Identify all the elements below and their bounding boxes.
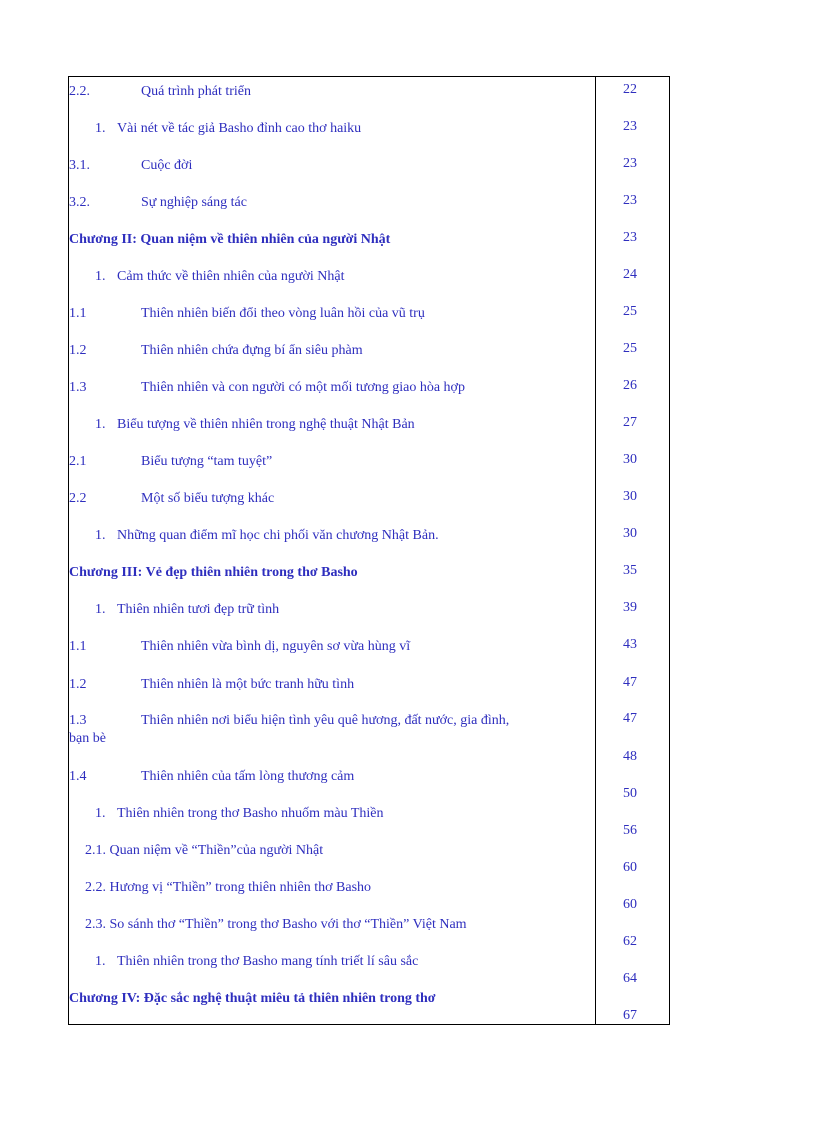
entry-number: 1. <box>95 269 106 284</box>
toc-entry <box>69 153 669 177</box>
page-number: 56 <box>623 823 637 838</box>
toc-entry <box>69 486 669 510</box>
page-number: 24 <box>623 267 637 282</box>
entry-number: 1.1 <box>69 306 87 321</box>
page-number: 67 <box>623 1008 637 1023</box>
entry-label: 2.3. So sánh thơ “Thiền” trong thơ Basho với thơ “Thiền” Việt Nam <box>85 917 467 932</box>
table-of-contents <box>68 76 670 1025</box>
toc-entry <box>69 338 669 362</box>
page-number: 64 <box>623 971 637 986</box>
page-number: 30 <box>623 526 637 541</box>
toc-entry <box>69 412 669 436</box>
entry-number: 1. <box>95 954 106 969</box>
toc-entry <box>69 949 669 973</box>
toc-entry <box>69 986 669 1010</box>
toc-entry <box>69 523 669 547</box>
entry-number: 1.2 <box>69 677 87 692</box>
toc-entry <box>69 875 669 899</box>
page-number: 22 <box>623 82 637 97</box>
toc-entry <box>69 801 669 825</box>
entry-label: Một số biểu tượng khác <box>141 491 275 506</box>
entry-label: Biểu tượng “tam tuyệt” <box>141 454 273 469</box>
toc-entry <box>69 597 669 621</box>
toc-entry <box>69 672 669 696</box>
entry-number: 1.4 <box>69 769 87 784</box>
entry-label: Thiên nhiên của tấm lòng thương cảm <box>141 769 355 784</box>
toc-entry <box>69 79 669 103</box>
page-number: 26 <box>623 378 637 393</box>
page-number: 47 <box>623 711 637 726</box>
toc-entry <box>69 912 669 936</box>
entry-number: 3.2. <box>69 195 90 210</box>
chapter-heading: Chương II: Quan niệm về thiên nhiên của người Nhật <box>69 232 391 247</box>
page-number: 23 <box>623 156 637 171</box>
entry-number: 1.2 <box>69 343 87 358</box>
entry-label: Cuộc đời <box>141 158 193 173</box>
entry-number: 2.2. <box>69 84 90 99</box>
entry-number: 1. <box>95 602 106 617</box>
entry-label: Cảm thức về thiên nhiên của người Nhật <box>117 269 345 284</box>
page-number: 30 <box>623 489 637 504</box>
entry-label: Thiên nhiên biến đổi theo vòng luân hồi của vũ trụ <box>141 306 425 321</box>
entry-label: Thiên nhiên nơi biểu hiện tình yêu quê hương, đất nước, gia đình, <box>141 713 510 728</box>
entry-label: 2.1. Quan niệm về “Thiền”của người Nhật <box>85 843 324 858</box>
toc-entry <box>69 264 669 288</box>
chapter-heading: Chương IV: Đặc sắc nghệ thuật miêu tả thiên nhiên trong thơ <box>69 991 436 1006</box>
entry-label: Thiên nhiên và con người có một mối tương giao hòa hợp <box>141 380 465 395</box>
entry-label: Sự nghiệp sáng tác <box>141 195 247 210</box>
entry-number: 1. <box>95 528 106 543</box>
entry-number: 1.3 <box>69 713 87 728</box>
toc-entry <box>69 375 669 399</box>
entry-label: Vài nét về tác giả Basho đỉnh cao thơ haiku <box>117 121 362 136</box>
page-number: 25 <box>623 304 637 319</box>
page-number: 23 <box>623 193 637 208</box>
toc-entry <box>69 449 669 473</box>
page-number: 50 <box>623 786 637 801</box>
entry-number: 1.3 <box>69 380 87 395</box>
entry-number: 2.1 <box>69 454 87 469</box>
entry-label: Thiên nhiên tươi đẹp trữ tình <box>117 602 280 617</box>
entry-number: 1. <box>95 806 106 821</box>
page-number: 39 <box>623 600 637 615</box>
entry-label: Thiên nhiên trong thơ Basho nhuốm màu Thiền <box>117 806 384 821</box>
entry-number: 1. <box>95 417 106 432</box>
toc-entry <box>69 190 669 214</box>
entry-label: Thiên nhiên vừa bình dị, nguyên sơ vừa hùng vĩ <box>141 639 411 654</box>
page-number: 35 <box>623 563 637 578</box>
entry-label: Thiên nhiên trong thơ Basho mang tính triết lí sâu sắc <box>117 954 419 969</box>
entry-number: 2.2 <box>69 491 87 506</box>
entry-label: Quá trình phát triển <box>141 84 252 99</box>
page-number: 23 <box>623 230 637 245</box>
page-number: 60 <box>623 860 637 875</box>
page-number: 23 <box>623 119 637 134</box>
page-number: 62 <box>623 934 637 949</box>
page-number: 60 <box>623 897 637 912</box>
toc-entry <box>69 708 669 746</box>
toc-entry <box>69 560 669 584</box>
entry-label: Những quan điểm mĩ học chi phối văn chương Nhật Bản. <box>117 528 439 543</box>
toc-entry <box>69 838 669 862</box>
entry-label: Biểu tượng về thiên nhiên trong nghệ thuật Nhật Bản <box>117 417 415 432</box>
toc-entry <box>69 764 669 788</box>
page-number: 43 <box>623 637 637 652</box>
page-number: 47 <box>623 675 637 690</box>
entry-label-continuation: bạn bè <box>69 731 106 746</box>
entry-label: Thiên nhiên chứa đựng bí ẩn siêu phàm <box>141 343 363 358</box>
page-number: 25 <box>623 341 637 356</box>
entry-label: 2.2. Hương vị “Thiền” trong thiên nhiên thơ Basho <box>85 880 372 895</box>
page-number: 30 <box>623 452 637 467</box>
entry-number: 1.1 <box>69 639 87 654</box>
toc-entry <box>69 227 669 251</box>
page-number: 27 <box>623 415 637 430</box>
entry-label: Thiên nhiên là một bức tranh hữu tình <box>141 677 355 692</box>
toc-entry <box>69 301 669 325</box>
chapter-heading: Chương III: Vẻ đẹp thiên nhiên trong thơ Basho <box>69 565 358 580</box>
toc-entry <box>69 634 669 658</box>
page-number: 48 <box>623 749 637 764</box>
entry-number: 1. <box>95 121 106 136</box>
entry-number: 3.1. <box>69 158 90 173</box>
toc-entry <box>69 116 669 140</box>
